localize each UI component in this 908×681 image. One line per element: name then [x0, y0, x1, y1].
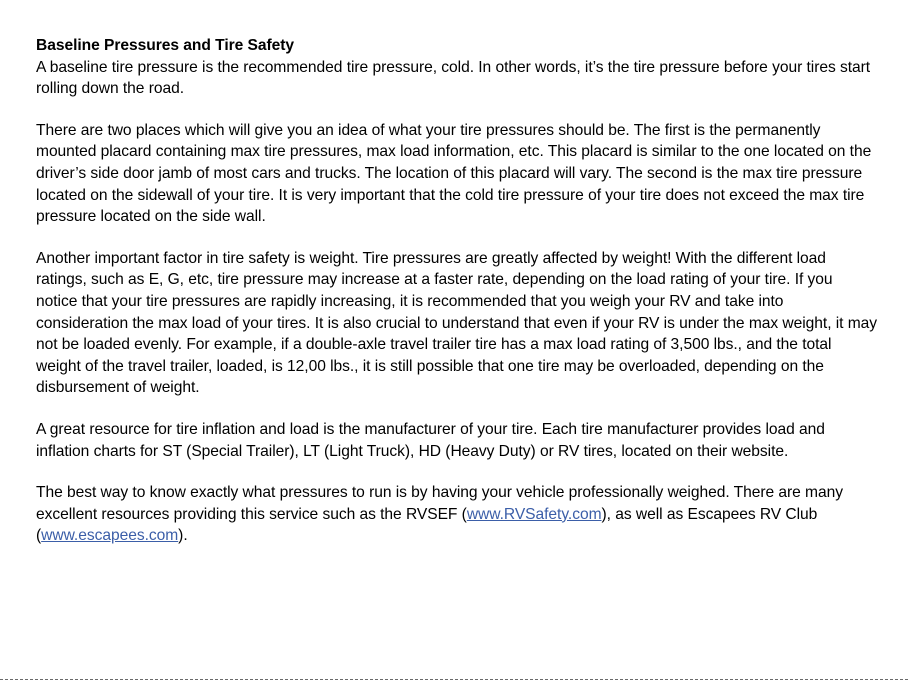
paragraph-pressure-sources: There are two places which will give you an idea of what your tire pressures should be. The first is the permanently mounted placard containing max tire pressures, max load information, etc. This placard is similar to the one located on the driver’s side door jamb of most cars and trucks. The location of this placard will vary. The second is the max tire pressure located on the sidewall of your tire. It is very important that the cold tire pressure of your tire does not exceed the max tire pressure located on the side wall.: [36, 121, 872, 226]
escapees-link[interactable]: www.escapees.com: [41, 527, 179, 545]
weighing-text-part-2: ), as well as Escapees RV Club (: [36, 505, 818, 545]
document-body: [36, 35, 878, 567]
paragraph-weighing-resources: [36, 482, 878, 547]
weighing-text-part-1: The best way to know exactly what pressures to run is by having your vehicle professionally weighed. There are many excellent resources providing this service such as the RVSEF (: [36, 484, 843, 523]
weighing-text-part-3: ).: [178, 527, 188, 545]
rvsafety-link[interactable]: www.RVSafety.com: [466, 505, 602, 523]
paragraph-weight-safety: Another important factor in tire safety is weight. Tire pressures are greatly affected by weight! With the different load ratings, such as E, G, etc, tire pressure may increase at a faster rate, depending on the load rating of your tire. If you notice that your tire pressures are rapidly increasing, it is recommended that you weigh your RV and take into consideration the max load of your tires. It is also crucial to understand that even if your RV is under the max weight, it may not be loaded evenly. For example, if a double-axle travel trailer tire has a max load rating of 3,500 lbs., and the total weight of the travel trailer, loaded, is 12,00 lbs., it is still possible that one tire may be overloaded, depending on the disbursement of weight.: [36, 249, 878, 397]
paragraph-manufacturer-resources: A great resource for tire inflation and load is the manufacturer of your tire. Each tire manufacturer provides load and inflation charts for ST (Special Trailer), LT (Light Truck), HD (Heavy Duty) or RV tires, located on their website.: [36, 420, 825, 460]
paragraph-baseline-definition: A baseline tire pressure is the recommended tire pressure, cold. In other words, it’s the tire pressure before your tires start rolling down the road.: [36, 58, 871, 98]
section-heading: Baseline Pressures and Tire Safety: [36, 37, 295, 54]
page-bottom-divider: [0, 679, 908, 680]
